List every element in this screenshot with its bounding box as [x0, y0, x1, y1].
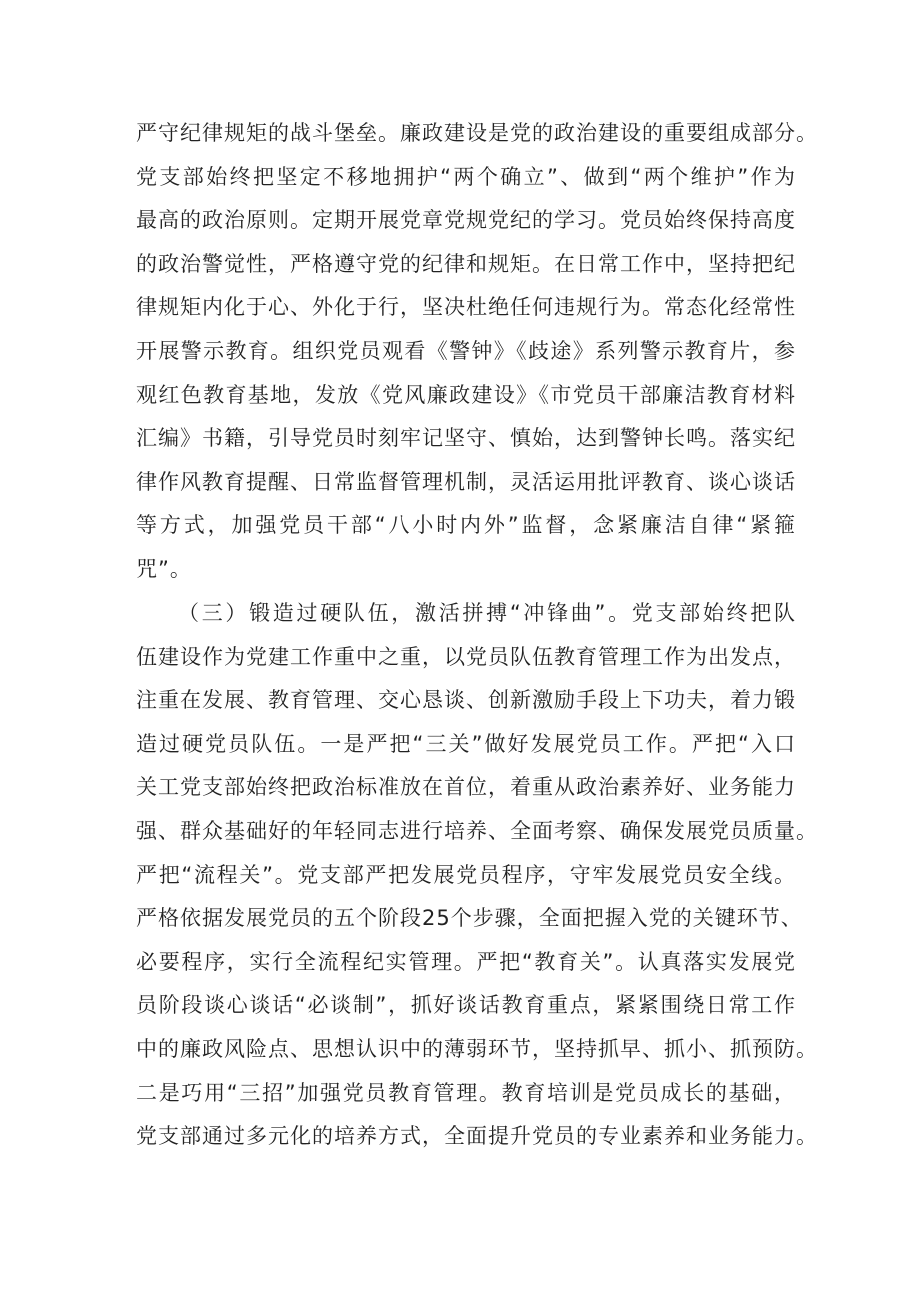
paragraph-line: 严把“流程关”。党支部严把发展党员程序，守牢发展党员安全线。	[136, 862, 796, 887]
paragraph-line: 汇编》书籍，引导党员时刻牢记坚守、慎始，达到警钟长鸣。落实纪	[136, 426, 796, 451]
paragraph-line: 党支部始终把坚定不移地拥护“两个确立”、做到“两个维护”作为	[136, 164, 796, 189]
paragraph-line: 伍建设作为党建工作重中之重，以党员队伍教育管理工作为出发点，	[136, 644, 796, 669]
paragraph-line: 二是巧用“三招”加强党员教育管理。教育培训是党员成长的基础，	[136, 1080, 796, 1105]
paragraph-line: 强、群众基础好的年轻同志进行培养、全面考察、确保发展党员质量。	[136, 818, 818, 843]
paragraph-line: 必要程序，实行全流程纪实管理。严把“教育关”。认真落实发展党	[136, 949, 796, 974]
paragraph-line: 党支部通过多元化的培养方式，全面提升党员的专业素养和业务能力。	[136, 1124, 818, 1149]
paragraph-line: 严守纪律规矩的战斗堡垒。廉政建设是党的政治建设的重要组成部分。	[136, 121, 818, 145]
paragraph-line: 开展警示教育。组织党员观看《警钟》《歧途》系列警示教育片，参	[136, 338, 796, 363]
paragraph-line-last: 咒”。	[136, 556, 192, 581]
paragraph-1	[136, 112, 818, 592]
paragraph-2	[136, 592, 818, 1159]
paragraph-line: 严格依据发展党员的五个阶段25个步骤，全面把握入党的关键环节、	[136, 906, 803, 931]
paragraph-line: 等方式，加强党员干部“八小时内外”监督，念紧廉洁自律“紧箍	[136, 513, 796, 538]
paragraph-line: 关工党支部始终把政治标准放在首位，着重从政治素养好、业务能力	[136, 775, 796, 800]
paragraph-line: 律作风教育提醒、日常监督管理机制，灵活运用批评教育、谈心谈话	[136, 469, 796, 494]
paragraph-line: 中的廉政风险点、思想认识中的薄弱环节，坚持抓早、抓小、抓预防。	[136, 1036, 818, 1061]
paragraph-line: 注重在发展、教育管理、交心恳谈、创新激励手段上下功夫，着力锻	[136, 688, 796, 713]
paragraph-line: 员阶段谈心谈话“必谈制”，抓好谈话教育重点，紧紧围绕日常工作	[136, 993, 796, 1018]
paragraph-line: 观红色教育基地，发放《党风廉政建设》《市党员干部廉洁教育材料	[136, 382, 796, 407]
paragraph-line: 最高的政治原则。定期开展党章党规党纪的学习。党员始终保持高度	[136, 208, 796, 233]
paragraph-line: 造过硬党员队伍。一是严把“三关”做好发展党员工作。严把“入口	[136, 731, 796, 756]
paragraph-line: 的政治警觉性，严格遵守党的纪律和规矩。在日常工作中，坚持把纪	[136, 251, 796, 276]
paragraph-line-first: （三）锻造过硬队伍，激活拼搏“冲锋曲”。党支部始终把队	[178, 601, 796, 625]
paragraph-line: 律规矩内化于心、外化于行，坚决杜绝任何违规行为。常态化经常性	[136, 295, 796, 320]
